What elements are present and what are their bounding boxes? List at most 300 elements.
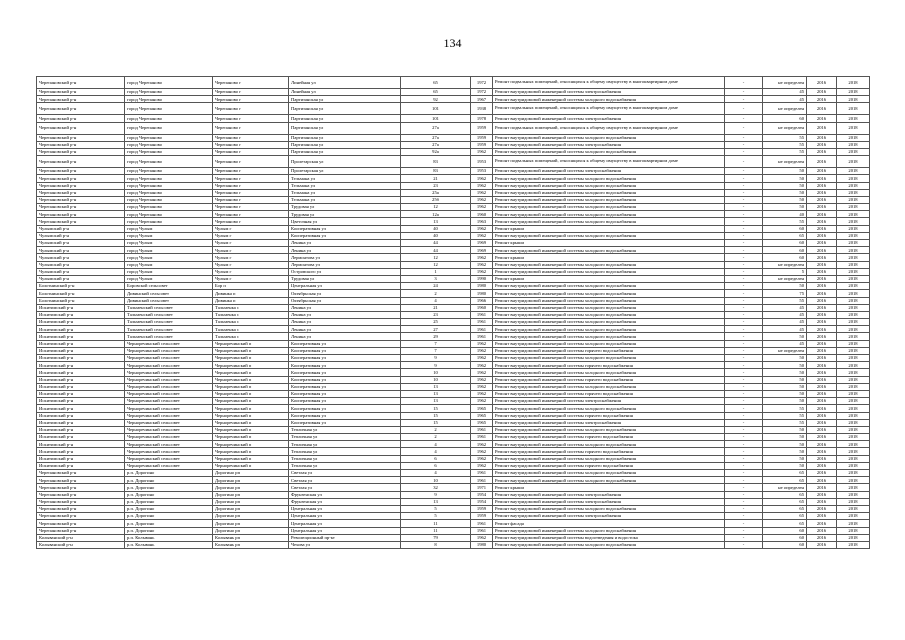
table-row	[37, 319, 870, 326]
locality-cell: Черноречинский п	[213, 362, 289, 369]
locality-cell: Бор п	[213, 283, 289, 290]
municipality-cell: город Чулым	[125, 254, 213, 261]
municipality-cell: р.п. Дорогино	[125, 513, 213, 520]
district-cell: Искитимский р-н	[37, 304, 125, 311]
house-number-cell: 23	[401, 182, 471, 189]
work-type-cell: Ремонт внутридомовой инженерной системы электроснабжения	[493, 513, 725, 520]
start-year-cell: 2016	[807, 347, 837, 354]
start-year-cell: 2016	[807, 297, 837, 304]
district-cell: Черепановский р-н	[37, 168, 125, 175]
start-year-cell: 2016	[807, 141, 837, 148]
street-cell: Кооперативная ул	[289, 232, 401, 239]
table-row	[37, 534, 870, 541]
municipality-cell: город Черепаново	[125, 96, 213, 103]
build-year-cell: 1962	[471, 534, 493, 541]
municipality-cell: Черноречинский сельсовет	[125, 412, 213, 419]
district-cell: Болотнинский р-н	[37, 283, 125, 290]
cost-cell: -	[725, 441, 763, 448]
municipality-cell: город Черепаново	[125, 89, 213, 96]
house-number-cell: 8	[401, 541, 471, 548]
street-cell: Партизанская ул	[289, 122, 401, 134]
table-row	[37, 383, 870, 390]
end-year-cell: 2018	[837, 275, 870, 282]
start-year-cell: 2016	[807, 240, 837, 247]
table-row	[37, 232, 870, 239]
locality-cell: Черепаново г	[213, 196, 289, 203]
street-cell: Светлая ул	[289, 470, 401, 477]
house-number-cell: 4	[401, 297, 471, 304]
repair-register-table	[36, 76, 870, 549]
locality-cell: Дорогино рп	[213, 527, 289, 534]
end-year-cell: 2018	[837, 283, 870, 290]
cost-cell: -	[725, 122, 763, 134]
work-type-cell: Ремонт внутридомовой инженерной системы электроснабжения	[493, 419, 725, 426]
locality-cell: Дивинка п	[213, 290, 289, 297]
house-number-cell: 40	[401, 232, 471, 239]
build-year-cell: 1961	[471, 333, 493, 340]
district-cell: Черепановский р-н	[37, 141, 125, 148]
build-year-cell: 1972	[471, 89, 493, 96]
work-type-cell: Ремонт подвальных помещений, относящихся к общему имуществу в многоквартирном доме	[493, 103, 725, 115]
house-number-cell: 32	[401, 484, 471, 491]
start-year-cell: 2016	[807, 434, 837, 441]
street-cell: Партизанская ул	[289, 115, 401, 122]
build-year-cell: 1962	[471, 254, 493, 261]
district-cell: Черепановский р-н	[37, 156, 125, 168]
street-cell: Лермонтова ул	[289, 261, 401, 268]
street-cell: Тельмана ул	[289, 189, 401, 196]
district-cell: Черепановский р-н	[37, 513, 125, 520]
end-year-cell: 2018	[837, 134, 870, 141]
norm-cell: 50	[763, 182, 807, 189]
cost-cell: -	[725, 189, 763, 196]
build-year-cell: 1962	[471, 355, 493, 362]
district-cell: Черепановский р-н	[37, 477, 125, 484]
end-year-cell: 2018	[837, 182, 870, 189]
work-type-cell: Ремонт крыши	[493, 484, 725, 491]
norm-cell: 55	[763, 405, 807, 412]
build-year-cell: 1962	[471, 232, 493, 239]
locality-cell: Черноречинский п	[213, 412, 289, 419]
district-cell: Искитимский р-н	[37, 405, 125, 412]
house-number-cell: 7	[401, 347, 471, 354]
municipality-cell: р.п. Дорогино	[125, 470, 213, 477]
cost-cell: -	[725, 527, 763, 534]
district-cell: Черепановский р-н	[37, 175, 125, 182]
house-number-cell: 6	[401, 455, 471, 462]
cost-cell: -	[725, 148, 763, 155]
house-number-cell: 1	[401, 268, 471, 275]
end-year-cell: 2018	[837, 232, 870, 239]
start-year-cell: 2016	[807, 311, 837, 318]
cost-cell: -	[725, 513, 763, 520]
street-cell: Тельмана ул	[289, 175, 401, 182]
work-type-cell: Ремонт внутридомовой инженерной системы холодного водоснабжения	[493, 355, 725, 362]
municipality-cell: город Черепаново	[125, 148, 213, 155]
district-cell: Черепановский р-н	[37, 498, 125, 505]
norm-cell: не определен	[763, 261, 807, 268]
build-year-cell: 1971	[471, 484, 493, 491]
house-number-cell: 9	[401, 362, 471, 369]
start-year-cell: 2016	[807, 254, 837, 261]
street-cell: Революционный пр-кт	[289, 534, 401, 541]
start-year-cell: 2016	[807, 477, 837, 484]
norm-cell: 60	[763, 240, 807, 247]
start-year-cell: 2016	[807, 376, 837, 383]
locality-cell: Черепаново г	[213, 168, 289, 175]
house-number-cell: 11	[401, 527, 471, 534]
start-year-cell: 2016	[807, 405, 837, 412]
start-year-cell: 2016	[807, 96, 837, 103]
table-row	[37, 520, 870, 527]
table-row	[37, 77, 870, 89]
district-cell: Черепановский р-н	[37, 196, 125, 203]
locality-cell: Черепаново г	[213, 189, 289, 196]
street-cell: Кооперативная ул	[289, 419, 401, 426]
cost-cell: -	[725, 156, 763, 168]
street-cell: Партизанская ул	[289, 134, 401, 141]
street-cell: Светлая ул	[289, 477, 401, 484]
build-year-cell: 1965	[471, 405, 493, 412]
table-row	[37, 141, 870, 148]
house-number-cell: 25	[401, 319, 471, 326]
cost-cell: -	[725, 240, 763, 247]
work-type-cell: Ремонт внутридомовой инженерной системы холодного водоснабжения	[493, 175, 725, 182]
end-year-cell: 2018	[837, 148, 870, 155]
cost-cell: -	[725, 426, 763, 433]
locality-cell: Тальменка с	[213, 319, 289, 326]
end-year-cell: 2018	[837, 175, 870, 182]
build-year-cell: 1961	[471, 311, 493, 318]
street-cell: Кооперативная ул	[289, 369, 401, 376]
norm-cell: 60	[763, 254, 807, 261]
work-type-cell: Ремонт подвальных помещений, относящихся к общему имуществу в многоквартирном доме	[493, 122, 725, 134]
work-type-cell: Ремонт подвальных помещений, относящихся к общему имуществу в многоквартирном доме	[493, 156, 725, 168]
municipality-cell: город Черепаново	[125, 196, 213, 203]
street-cell: Партизанская ул	[289, 103, 401, 115]
norm-cell: 50	[763, 455, 807, 462]
start-year-cell: 2016	[807, 218, 837, 225]
municipality-cell: город Черепаново	[125, 122, 213, 134]
build-year-cell: 1959	[471, 505, 493, 512]
build-year-cell: 1954	[471, 491, 493, 498]
end-year-cell: 2018	[837, 462, 870, 469]
street-cell: Центральная ул	[289, 283, 401, 290]
municipality-cell: город Черепаново	[125, 103, 213, 115]
start-year-cell: 2016	[807, 412, 837, 419]
cost-cell: -	[725, 405, 763, 412]
table-row	[37, 498, 870, 505]
end-year-cell: 2018	[837, 304, 870, 311]
cost-cell: -	[725, 254, 763, 261]
district-cell: Чулымский р-н	[37, 232, 125, 239]
end-year-cell: 2018	[837, 477, 870, 484]
street-cell: Кооперативная ул	[289, 398, 401, 405]
district-cell: Искитимский р-н	[37, 455, 125, 462]
work-type-cell: Ремонт внутридомовой инженерной системы горячего водоснабжения	[493, 448, 725, 455]
norm-cell: 50	[763, 448, 807, 455]
work-type-cell: Ремонт внутридомовой инженерной системы холодного водоснабжения	[493, 297, 725, 304]
district-cell: Черепановский р-н	[37, 77, 125, 89]
municipality-cell: Боровской сельсовет	[125, 283, 213, 290]
norm-cell: 50	[763, 196, 807, 203]
work-type-cell: Ремонт внутридомовой инженерной системы холодного водоснабжения	[493, 340, 725, 347]
cost-cell: -	[725, 398, 763, 405]
end-year-cell: 2018	[837, 347, 870, 354]
district-cell: Искитимский р-н	[37, 426, 125, 433]
cost-cell: -	[725, 261, 763, 268]
work-type-cell: Ремонт внутридомовой инженерной системы холодного водоснабжения	[493, 541, 725, 548]
district-cell: Болотнинский р-н	[37, 297, 125, 304]
work-type-cell: Ремонт внутридомовой инженерной системы холодного водоснабжения	[493, 148, 725, 155]
start-year-cell: 2016	[807, 326, 837, 333]
municipality-cell: город Чулым	[125, 232, 213, 239]
street-cell: Тепличная ул	[289, 426, 401, 433]
table-row	[37, 89, 870, 96]
street-cell: Линейная ул	[289, 77, 401, 89]
norm-cell: не определен	[763, 122, 807, 134]
work-type-cell: Ремонт внутридомовой инженерной системы холодного водоснабжения	[493, 311, 725, 318]
house-number-cell: 44	[401, 247, 471, 254]
street-cell: Цветочная ул	[289, 218, 401, 225]
norm-cell: 60	[763, 247, 807, 254]
cost-cell: -	[725, 462, 763, 469]
house-number-cell: 83	[401, 156, 471, 168]
district-cell: Искитимский р-н	[37, 434, 125, 441]
municipality-cell: Черноречинский сельсовет	[125, 369, 213, 376]
norm-cell: 40	[763, 211, 807, 218]
cost-cell: -	[725, 498, 763, 505]
build-year-cell: 1965	[471, 412, 493, 419]
table-row	[37, 225, 870, 232]
start-year-cell: 2016	[807, 398, 837, 405]
district-cell: Искитимский р-н	[37, 390, 125, 397]
work-type-cell: Ремонт внутридомовой инженерной системы холодного водоснабжения	[493, 383, 725, 390]
locality-cell: Черноречинский п	[213, 455, 289, 462]
municipality-cell: город Черепаново	[125, 134, 213, 141]
norm-cell: 55	[763, 218, 807, 225]
work-type-cell: Ремонт крыши	[493, 225, 725, 232]
house-number-cell: 7	[401, 340, 471, 347]
district-cell: Черепановский р-н	[37, 527, 125, 534]
district-cell: Искитимский р-н	[37, 376, 125, 383]
house-number-cell: 12	[401, 261, 471, 268]
build-year-cell: 1962	[471, 398, 493, 405]
table-row	[37, 470, 870, 477]
norm-cell: 50	[763, 376, 807, 383]
build-year-cell: 1962	[471, 196, 493, 203]
district-cell: Колыванский р-н	[37, 541, 125, 548]
build-year-cell: 1962	[471, 148, 493, 155]
build-year-cell: 1959	[471, 513, 493, 520]
norm-cell: 65	[763, 232, 807, 239]
build-year-cell: 1960	[471, 211, 493, 218]
cost-cell: -	[725, 168, 763, 175]
start-year-cell: 2016	[807, 520, 837, 527]
locality-cell: Чулым г	[213, 232, 289, 239]
build-year-cell: 1962	[471, 268, 493, 275]
locality-cell: Дорогино рп	[213, 484, 289, 491]
house-number-cell: 10	[401, 369, 471, 376]
house-number-cell: 2	[401, 434, 471, 441]
end-year-cell: 2018	[837, 225, 870, 232]
locality-cell: Черепаново г	[213, 96, 289, 103]
build-year-cell: 1953	[471, 168, 493, 175]
work-type-cell: Ремонт внутридомовой инженерной системы горячего водоснабжения	[493, 376, 725, 383]
start-year-cell: 2016	[807, 355, 837, 362]
end-year-cell: 2018	[837, 513, 870, 520]
district-cell: Искитимский р-н	[37, 311, 125, 318]
locality-cell: Чулым г	[213, 268, 289, 275]
locality-cell: Дорогино рп	[213, 491, 289, 498]
start-year-cell: 2016	[807, 498, 837, 505]
cost-cell: -	[725, 275, 763, 282]
norm-cell: 50	[763, 168, 807, 175]
municipality-cell: р.п. Дорогино	[125, 491, 213, 498]
municipality-cell: р.п. Дорогино	[125, 505, 213, 512]
work-type-cell: Ремонт внутридомовой инженерной системы электроснабжения	[493, 168, 725, 175]
start-year-cell: 2016	[807, 103, 837, 115]
norm-cell: 50	[763, 441, 807, 448]
locality-cell: Черноречинский п	[213, 426, 289, 433]
norm-cell: 50	[763, 369, 807, 376]
end-year-cell: 2018	[837, 196, 870, 203]
district-cell: Черепановский р-н	[37, 96, 125, 103]
norm-cell: 65	[763, 498, 807, 505]
district-cell: Чулымский р-н	[37, 225, 125, 232]
start-year-cell: 2016	[807, 304, 837, 311]
cost-cell: -	[725, 218, 763, 225]
table-row	[37, 218, 870, 225]
street-cell: Ленина ул	[289, 333, 401, 340]
house-number-cell: 5	[401, 513, 471, 520]
table-row	[37, 527, 870, 534]
build-year-cell: 1990	[471, 275, 493, 282]
table-row	[37, 369, 870, 376]
norm-cell: 45	[763, 96, 807, 103]
locality-cell: Дорогино рп	[213, 513, 289, 520]
municipality-cell: город Чулым	[125, 240, 213, 247]
cost-cell: -	[725, 182, 763, 189]
build-year-cell: 1962	[471, 340, 493, 347]
house-number-cell: 83	[401, 168, 471, 175]
table-row	[37, 390, 870, 397]
norm-cell: не определен	[763, 275, 807, 282]
locality-cell: Дорогино рп	[213, 505, 289, 512]
end-year-cell: 2018	[837, 355, 870, 362]
build-year-cell: 1980	[471, 541, 493, 548]
municipality-cell: город Чулым	[125, 247, 213, 254]
start-year-cell: 2016	[807, 369, 837, 376]
table-row	[37, 211, 870, 218]
table-row	[37, 362, 870, 369]
norm-cell: 50	[763, 383, 807, 390]
end-year-cell: 2018	[837, 376, 870, 383]
cost-cell: -	[725, 211, 763, 218]
municipality-cell: Дивинский сельсовет	[125, 290, 213, 297]
municipality-cell: Черноречинский сельсовет	[125, 347, 213, 354]
work-type-cell: Ремонт внутридомовой инженерной системы холодного водоснабжения	[493, 441, 725, 448]
end-year-cell: 2018	[837, 240, 870, 247]
end-year-cell: 2018	[837, 96, 870, 103]
locality-cell: Дорогино рп	[213, 470, 289, 477]
district-cell: Искитимский р-н	[37, 362, 125, 369]
locality-cell: Черепаново г	[213, 175, 289, 182]
start-year-cell: 2016	[807, 527, 837, 534]
end-year-cell: 2018	[837, 103, 870, 115]
locality-cell: Чулым г	[213, 254, 289, 261]
district-cell: Чулымский р-н	[37, 268, 125, 275]
build-year-cell: 1966	[471, 297, 493, 304]
work-type-cell: Ремонт внутридомовой инженерной системы холодного водоснабжения	[493, 232, 725, 239]
locality-cell: Чулым г	[213, 261, 289, 268]
build-year-cell: 1963	[471, 218, 493, 225]
cost-cell: -	[725, 204, 763, 211]
end-year-cell: 2018	[837, 268, 870, 275]
start-year-cell: 2016	[807, 77, 837, 89]
end-year-cell: 2018	[837, 326, 870, 333]
end-year-cell: 2018	[837, 89, 870, 96]
build-year-cell: 1953	[471, 156, 493, 168]
locality-cell: Дорогино рп	[213, 477, 289, 484]
norm-cell: 65	[763, 470, 807, 477]
build-year-cell: 1972	[471, 77, 493, 89]
table-row	[37, 204, 870, 211]
municipality-cell: Тальменский сельсовет	[125, 319, 213, 326]
norm-cell: 65	[763, 491, 807, 498]
house-number-cell: 13	[401, 383, 471, 390]
start-year-cell: 2016	[807, 462, 837, 469]
start-year-cell: 2016	[807, 232, 837, 239]
municipality-cell: Черноречинский сельсовет	[125, 462, 213, 469]
locality-cell: Черепаново г	[213, 77, 289, 89]
locality-cell: Черепаново г	[213, 89, 289, 96]
municipality-cell: Черноречинский сельсовет	[125, 362, 213, 369]
locality-cell: Тальменка с	[213, 333, 289, 340]
municipality-cell: город Черепаново	[125, 156, 213, 168]
locality-cell: Черноречинский п	[213, 340, 289, 347]
build-year-cell: 1938	[471, 103, 493, 115]
end-year-cell: 2018	[837, 498, 870, 505]
table-row	[37, 261, 870, 268]
norm-cell: 50	[763, 333, 807, 340]
house-number-cell: 10	[401, 376, 471, 383]
district-cell: Чулымский р-н	[37, 240, 125, 247]
street-cell: Тепличная ул	[289, 462, 401, 469]
cost-cell: -	[725, 247, 763, 254]
start-year-cell: 2016	[807, 426, 837, 433]
norm-cell: 55	[763, 148, 807, 155]
norm-cell: 50	[763, 426, 807, 433]
locality-cell: Тальменка с	[213, 326, 289, 333]
house-number-cell: 65	[401, 77, 471, 89]
end-year-cell: 2018	[837, 534, 870, 541]
norm-cell: 50	[763, 175, 807, 182]
house-number-cell: 4	[401, 448, 471, 455]
cost-cell: -	[725, 448, 763, 455]
municipality-cell: город Черепаново	[125, 204, 213, 211]
street-cell: Ленина ул	[289, 247, 401, 254]
work-type-cell: Ремонт крыши	[493, 240, 725, 247]
norm-cell: 60	[763, 534, 807, 541]
norm-cell: 65	[763, 520, 807, 527]
norm-cell: не определен	[763, 103, 807, 115]
locality-cell: Черепаново г	[213, 211, 289, 218]
district-cell: Колыванский р-н	[37, 534, 125, 541]
norm-cell: 60	[763, 527, 807, 534]
table-row	[37, 297, 870, 304]
cost-cell: -	[725, 491, 763, 498]
